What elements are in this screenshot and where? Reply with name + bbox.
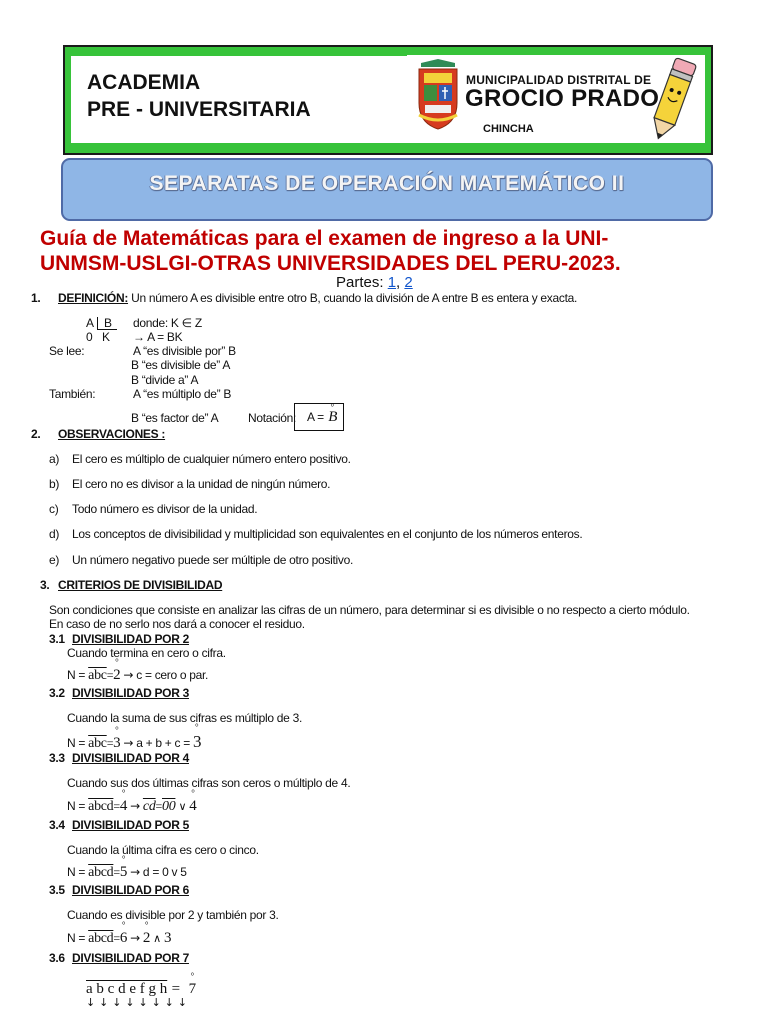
reading-1: A “es divisible por” B (133, 344, 236, 358)
formula-multiple: ° 5 (120, 864, 127, 881)
obs-e-text: Un número negativo puede ser múltiple de otro positivo. (72, 553, 354, 567)
formula-multiple-2: ° 3 (193, 732, 201, 752)
municipality-name-line2: GROCIO PRADO (465, 85, 660, 112)
obs-d-letter: d) (49, 527, 60, 541)
formula-zeros: 00 (162, 799, 176, 814)
criterion-3-heading: DIVISIBILIDAD POR 3 (72, 686, 189, 700)
section-1-number: 1. (31, 291, 41, 305)
formula-multiple: ° 3 (113, 735, 120, 752)
municipality-city: CHINCHA (483, 123, 534, 135)
notation-multiple: ° B (328, 407, 337, 427)
section-1-text: Un número A es divisible entre otro B, cuando la división de A entre B es entera y exacta. (131, 291, 578, 305)
obs-e-letter: e) (49, 553, 60, 567)
se-lee-label: Se lee: (49, 344, 85, 358)
formula-and: ∧ (153, 932, 161, 945)
formula-digits: $\overline{abc}$ (88, 668, 107, 683)
pencil-mascot-icon (646, 51, 700, 145)
formula-multiple-2: ° 2 (143, 930, 150, 947)
formula-n: N = (67, 799, 86, 813)
formula-eq: = (113, 865, 120, 879)
criterion-4-text: Cuando sus dos últimas cifras son ceros o múltiplo de 4. (67, 776, 351, 790)
formula-multiple-3: 3 (163, 930, 172, 946)
criterion-5-text: Cuando la última cifra es cero o cinco. (67, 843, 259, 857)
formula-result: c = cero o par. (136, 668, 209, 682)
formula-digits: abcd (88, 799, 114, 814)
formula-eq: = (106, 736, 114, 750)
formula-multiple: ° 7 (189, 981, 197, 998)
criterion-4-number: 3.3 (49, 751, 65, 765)
criterion-3-formula (67, 732, 201, 752)
criterion-4-formula (67, 798, 196, 815)
formula-n: N = (67, 736, 86, 750)
formula-or: ∨ (178, 800, 187, 813)
criterion-6-number: 3.5 (49, 883, 65, 897)
section-1-heading: DEFINICIÓN: (58, 291, 129, 305)
obs-c-text: Todo número es divisor de la unidad. (72, 502, 258, 516)
obs-d-text: Los conceptos de divisibilidad y multiplicidad son equivalentes en el conjunto de los números enteros. (72, 527, 583, 541)
formula-eq: = (113, 799, 120, 813)
obs-c-letter: c) (49, 502, 59, 516)
parts-label: Partes: (336, 274, 384, 291)
criterion-6-heading: DIVISIBILIDAD POR 6 (72, 883, 189, 897)
section-2-heading: OBSERVACIONES : (58, 427, 166, 441)
section-2-number: 2. (31, 427, 41, 441)
formula-n: N = (67, 931, 86, 945)
formula-arrow: → (123, 668, 134, 682)
criterion-5-heading: DIVISIBILIDAD POR 5 (72, 818, 189, 832)
banner-title: SEPARATAS DE OPERACIÓN MATEMÁTICO II (149, 172, 625, 195)
formula-arrow: → (130, 931, 140, 945)
criterion-5-number: 3.4 (49, 818, 65, 832)
municipality-name-line1: MUNICIPALIDAD DISTRITAL DE (466, 73, 652, 87)
formula-eq-2: = (155, 799, 163, 813)
formula-last-digits: $\overline{cd}$ (142, 799, 156, 814)
page-title-line2: UNMSM-USLGI-OTRAS UNIVERSIDADES DEL PERU-2023. (40, 252, 621, 275)
municipality-panel (407, 55, 705, 143)
section-1-definition (58, 291, 758, 305)
criterion-7-arrows: ↓ ↓ ↓ ↓ ↓ ↓ ↓ ↓ (86, 996, 188, 1009)
formula-result: d = 0 v 5 (142, 865, 187, 879)
formula-digits: abcd (88, 931, 114, 946)
header-frame (63, 45, 713, 155)
formula-arrow: → (123, 736, 134, 750)
section-3-heading: CRITERIOS DE DIVISIBILIDAD (58, 578, 223, 592)
section-3-intro-line2: En caso de no serlo nos dará a conocer el residuo. (49, 617, 305, 631)
municipality-crest-icon (415, 59, 461, 131)
formula-arrow: → (130, 865, 140, 879)
obs-b-letter: b) (49, 477, 60, 491)
formula-digits: abcd (88, 865, 114, 880)
obs-a-letter: a) (49, 452, 60, 466)
formula-n: N = (67, 865, 86, 879)
part-2-link[interactable]: 2 (404, 274, 413, 291)
section-3-intro-line1: Son condiciones que consiste en analizar las cifras de un número, para determinar si es divisible o no respecto a cierto módulo. (49, 603, 690, 617)
criterion-2-formula (67, 667, 208, 684)
division-condition: donde: K ∈ Z (133, 316, 202, 330)
criterion-2-number: 3.1 (49, 632, 65, 646)
academy-title-line2: PRE - UNIVERSITARIA (87, 98, 311, 121)
division-divisor: B (104, 316, 112, 330)
notation-label: Notación: (248, 411, 296, 425)
formula-multiple: ° 2 (113, 667, 120, 684)
criterion-2-text: Cuando termina en cero o cifra. (67, 646, 226, 660)
division-bracket-vertical (97, 317, 98, 329)
parts-separator: , (396, 274, 401, 291)
criterion-6-formula (67, 930, 171, 947)
banner (61, 158, 713, 221)
formula-multiple: ° 6 (120, 930, 127, 947)
division-remainder: 0 (86, 330, 93, 344)
formula-n: N = (67, 668, 86, 682)
criterion-3-number: 3.2 (49, 686, 65, 700)
criterion-3-text: Cuando la suma de sus cifras es múltiplo de 3. (67, 711, 302, 725)
reading-3: B “divide a” A (131, 373, 199, 387)
tambien-label: También: (49, 387, 96, 401)
notation-box (294, 403, 344, 431)
criterion-4-heading: DIVISIBILIDAD POR 4 (72, 751, 189, 765)
academy-title-line1: ACADEMIA (87, 71, 201, 94)
header-inner (71, 56, 705, 143)
division-implication: → A = BK (133, 330, 183, 344)
formula-arrow: → (130, 799, 140, 813)
obs-b-text: El cero no es divisor a la unidad de ningún número. (72, 477, 331, 491)
reading-2: B “es divisible de” A (131, 358, 231, 372)
reading-4: A “es múltiplo de” B (133, 387, 232, 401)
formula-eq: = (171, 981, 181, 997)
formula-multiple-2: ° 4 (189, 798, 196, 815)
division-dividend: A (86, 316, 94, 330)
notation-lhs: A = (307, 410, 324, 424)
formula-result: a + b + c = (136, 736, 190, 750)
formula-multiple: ° 4 (120, 798, 127, 815)
formula-digits: $\overline{abc}$ (88, 736, 107, 751)
section-3-number: 3. (40, 578, 50, 592)
formula-digits: a b c d e f g h (86, 981, 168, 997)
division-quotient: K (102, 330, 110, 344)
reading-5: B “es factor de” A (131, 411, 219, 425)
obs-a-text: El cero es múltiplo de cualquier número entero positivo. (72, 452, 351, 466)
part-1-link[interactable]: 1 (387, 274, 397, 291)
criterion-6-text: Cuando es divisible por 2 y también por 3. (67, 908, 279, 922)
formula-eq: = (113, 931, 120, 945)
criterion-7-number: 3.6 (49, 951, 65, 965)
page-title (40, 226, 740, 276)
page-title-line1: Guía de Matemáticas para el examen de ingreso a la UNI- (40, 227, 609, 250)
criterion-5-formula (67, 864, 187, 881)
formula-eq: = (106, 668, 114, 682)
parts-nav (336, 274, 413, 291)
criterion-2-heading: DIVISIBILIDAD POR 2 (72, 632, 189, 646)
criterion-7-heading: DIVISIBILIDAD POR 7 (72, 951, 189, 965)
